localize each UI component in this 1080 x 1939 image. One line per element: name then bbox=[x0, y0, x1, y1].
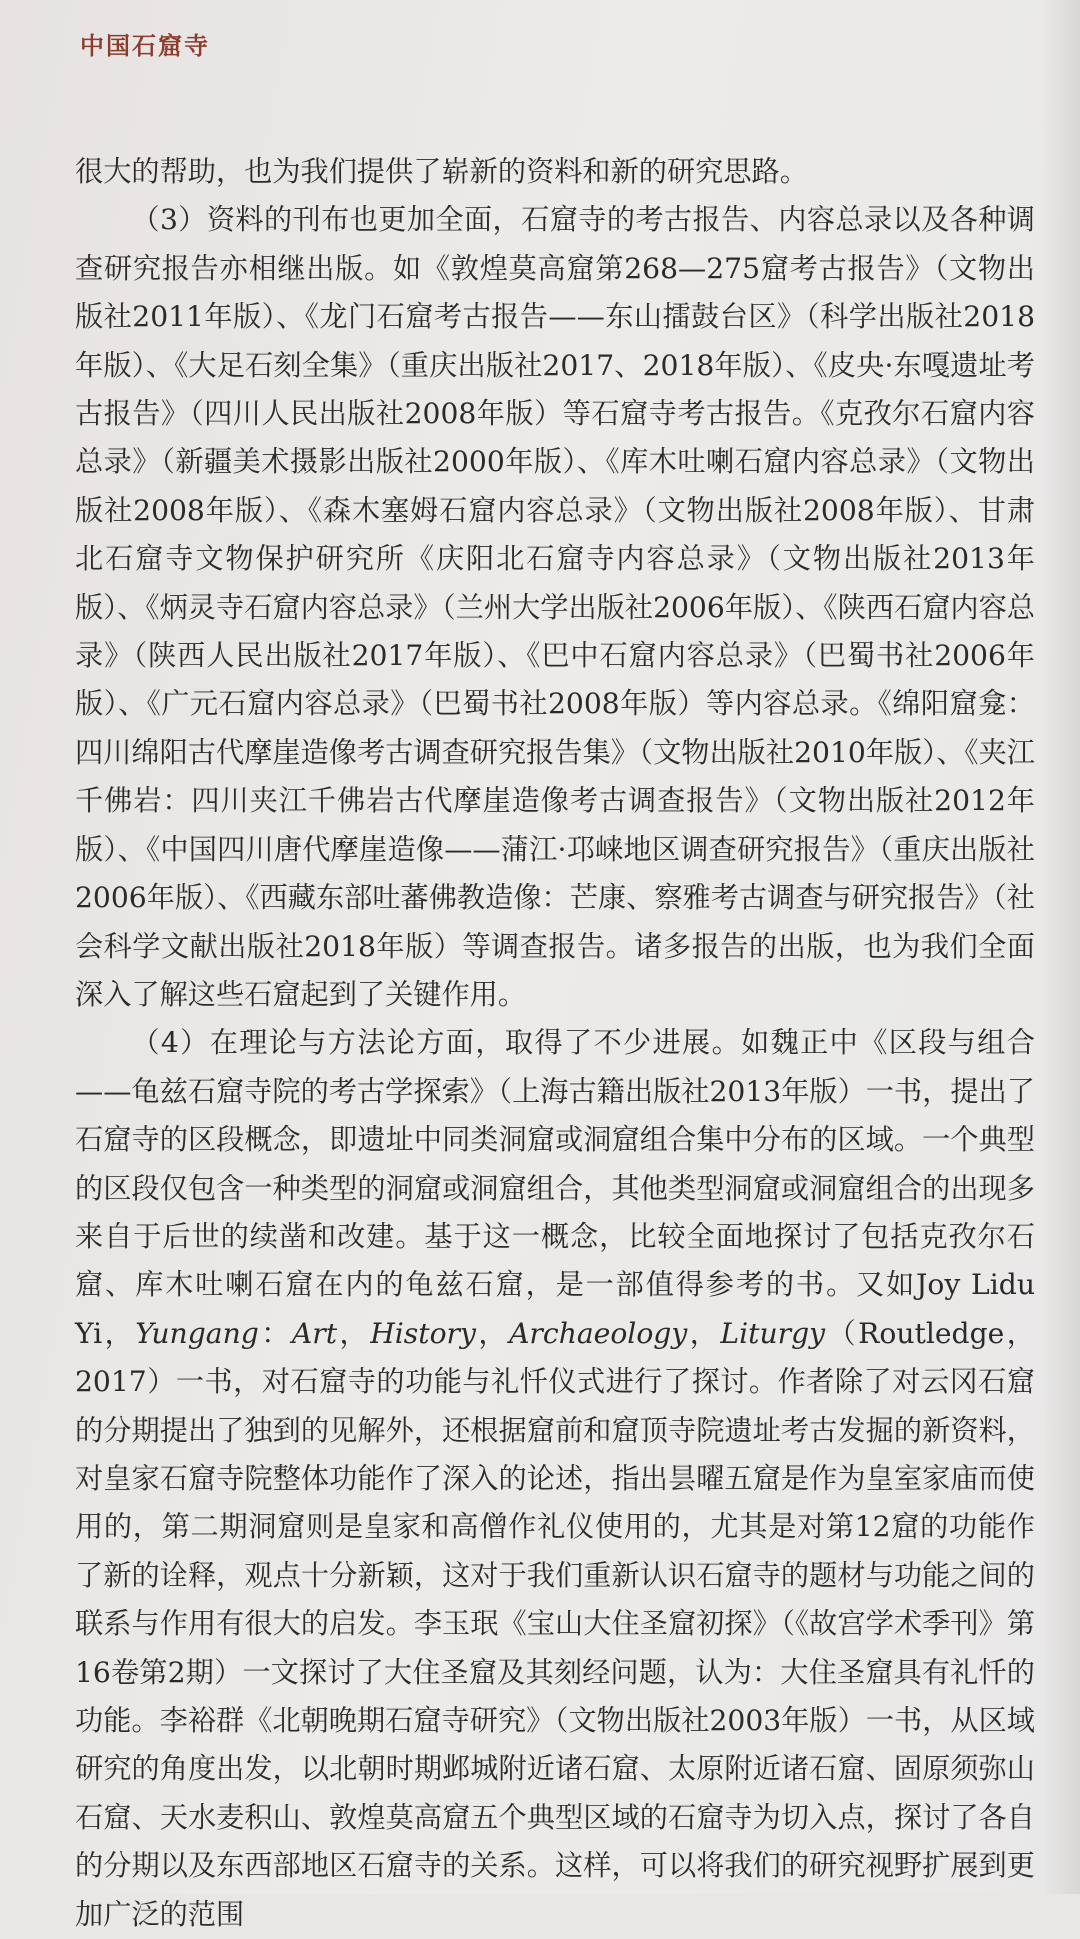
italic-title-text: Yungang bbox=[135, 1316, 259, 1350]
page-edge-shadow bbox=[1040, 0, 1080, 1894]
paragraph bbox=[75, 1019, 1035, 1939]
text-run: ， bbox=[687, 1316, 721, 1350]
italic-title-text: History bbox=[370, 1316, 476, 1350]
italic-title-text: Archaeology bbox=[509, 1316, 688, 1350]
text-run: 很大的帮助，也为我们提供了崭新的资料和新的研究思路。 bbox=[75, 155, 808, 188]
text-run: ， bbox=[337, 1316, 371, 1350]
text-run: （4）在理论与方法论方面，取得了不少进展。如魏正中《区段与组合——龟兹石窟寺院的考古学探索》（上海古籍出版社2013年版）一书，提出了石窟寺的区段概念，即遗址中同类洞窟或洞窟组合集中分布的区域。一个典型的区段仅包含一种类型的洞窟或洞窟组合，其他类型洞窟或洞窟组合的出现多来自于后世的续凿和改建。基于这一概念，比较全面地探讨了包括克孜尔石窟、库木吐喇石窟在内的龟兹石窟，是一部值得参考的书。又如Joy Lidu Yi， bbox=[75, 1026, 1035, 1350]
text-run: ： bbox=[258, 1316, 292, 1350]
text-run: （Routledge，2017）一书，对石窟寺的功能与礼忏仪式进行了探讨。作者除了对云冈石窟的分期提出了独到的见解外，还根据窟前和窟顶寺院遗址考古发掘的新资料，对皇家石窟寺院整体功能作了深入的论述，指出昙曜五窟是作为皇室家庙而使用的，第二期洞窟则是皇家和高僧作礼仪使用的，尤其是对第12窟的功能作了新的诠释，观点十分新颖，这对于我们重新认识石窟寺的题材与功能之间的联系与作用有很大的启发。李玉珉《宝山大住圣窟初探》（《故宫学术季刊》第16卷第2期）一文探讨了大住圣窟及其刻经问题，认为：大住圣窟具有礼忏的功能。李裕群《北朝晚期石窟寺研究》（文物出版社2003年版）一书，从区域研究的角度出发，以北朝时期邺城附近诸石窟、太原附近诸石窟、固原须弥山石窟、天水麦积山、敦煌莫高窟五个典型区域的石窟寺为切入点，探讨了各自的分期以及东西部地区石窟寺的关系。这样，可以将我们的研究视野扩展到更加广泛的范围 bbox=[75, 1316, 1035, 1931]
italic-title-text: Art bbox=[291, 1316, 338, 1350]
body-text bbox=[75, 148, 1035, 1939]
paragraph bbox=[75, 196, 1035, 1019]
italic-title-text: Liturgy bbox=[720, 1316, 826, 1350]
text-run: （3）资料的刊布也更加全面，石窟寺的考古报告、内容总录以及各种调查研究报告亦相继出版。如《敦煌莫高窟第268—275窟考古报告》（文物出版社2011年版）、《龙门石窟考古报告——东山擂鼓台区》（科学出版社2018年版）、《大足石刻全集》（重庆出版社2017、2018年版）、《皮央·东嘎遗址考古报告》（四川人民出版社2008年版）等石窟寺考古报告。《克孜尔石窟内容总录》（新疆美术摄影出版社2000年版）、《库木吐喇石窟内容总录》（文物出版社2008年版）、《森木塞姆石窟内容总录》（文物出版社2008年版）、甘肃北石窟寺文物保护研究所《庆阳北石窟寺内容总录》（文物出版社2013年版）、《炳灵寺石窟内容总录》（兰州大学出版社2006年版）、《陕西石窟内容总录》（陕西人民出版社2017年版）、《巴中石窟内容总录》（巴蜀书社2006年版）、《广元石窟内容总录》（巴蜀书社2008年版）等内容总录。《绵阳窟龛：四川绵阳古代摩崖造像考古调查研究报告集》（文物出版社2010年版）、《夹江千佛岩：四川夹江千佛岩古代摩崖造像考古调查报告》（文物出版社2012年版）、《中国四川唐代摩崖造像——蒲江·邛崃地区调查研究报告》（重庆出版社2006年版）、《西藏东部吐蕃佛教造像：芒康、察雅考古调查与研究报告》（社会科学文献出版社2018年版）等调查报告。诸多报告的出版，也为我们全面深入了解这些石窟起到了关键作用。 bbox=[75, 203, 1035, 1011]
paragraph bbox=[75, 148, 1035, 196]
running-head: 中国石窟寺 bbox=[80, 31, 210, 60]
text-run: ， bbox=[475, 1316, 510, 1350]
